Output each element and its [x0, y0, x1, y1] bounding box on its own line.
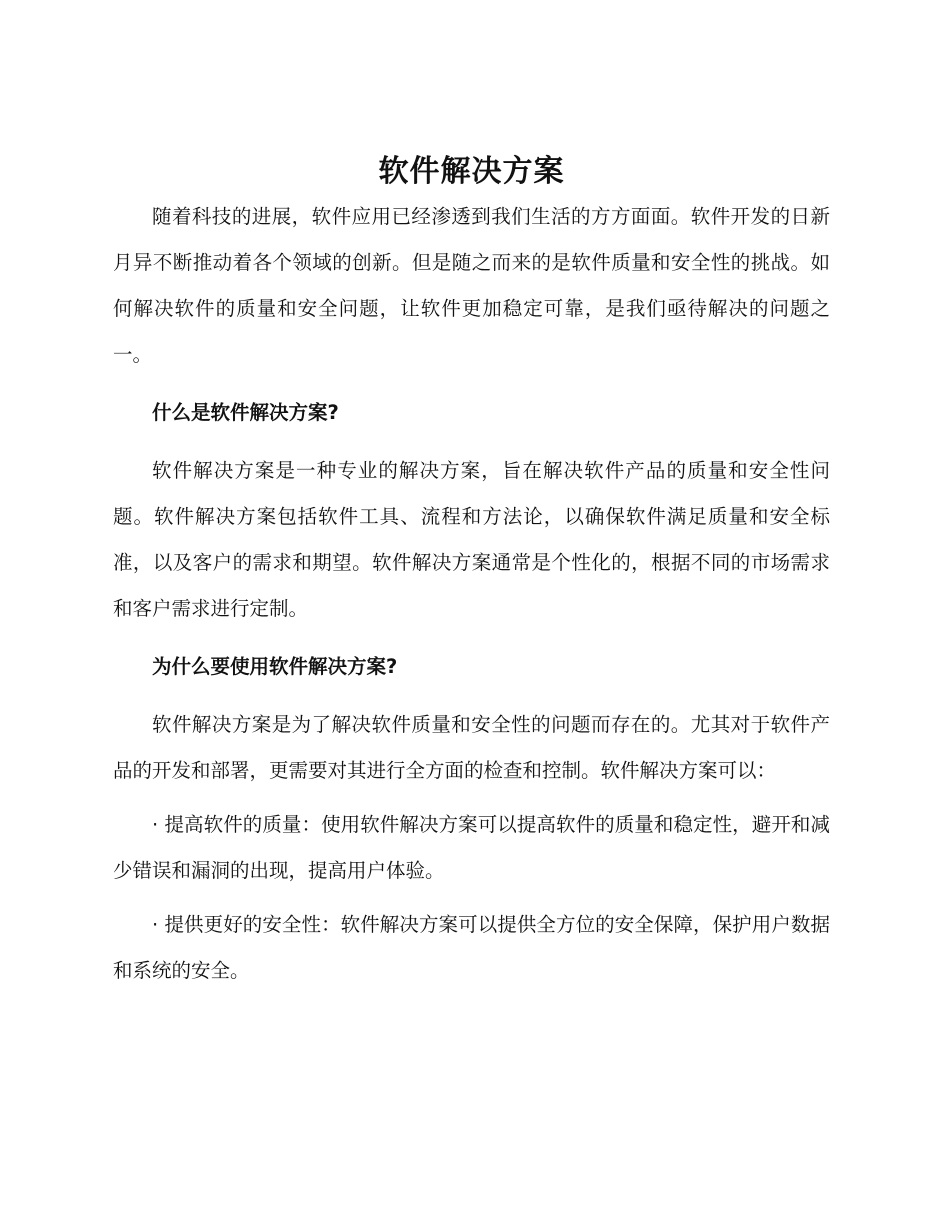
bullet-item-quality: · 提高软件的质量：使用软件解决方案可以提高软件的质量和稳定性，避开和减少错误和漏洞的出现，提高用户体验。 — [113, 813, 830, 882]
section-heading-what: 什么是软件解决方案? — [152, 401, 339, 424]
page-title: 软件解决方案 — [378, 154, 565, 189]
bullet-item-security: · 提供更好的安全性：软件解决方案可以提供全方位的安全保障，保护用户数据和系统的安全。 — [113, 913, 830, 982]
intro-paragraph: 随着科技的进展，软件应用已经渗透到我们生活的方方面面。软件开发的日新月异不断推动着各个领域的创新。但是随之而来的是软件质量和安全性的挑战。如何解决软件的质量和安全问题，让软件更加稳定可靠，是我们亟待解决的问题之一。 — [113, 205, 830, 366]
section-body-what: 软件解决方案是一种专业的解决方案，旨在解决软件产品的质量和安全性问题。软件解决方案包括软件工具、流程和方法论，以确保软件满足质量和安全标准，以及客户的需求和期望。软件解决方案通常是个性化的，根据不同的市场需求和客户需求进行定制。 — [113, 459, 830, 620]
section-heading-why: 为什么要使用软件解决方案? — [152, 655, 398, 678]
section-body-why: 软件解决方案是为了解决软件质量和安全性的问题而存在的。尤其对于软件产品的开发和部署，更需要对其进行全方面的检查和控制。软件解决方案可以： — [113, 713, 830, 782]
